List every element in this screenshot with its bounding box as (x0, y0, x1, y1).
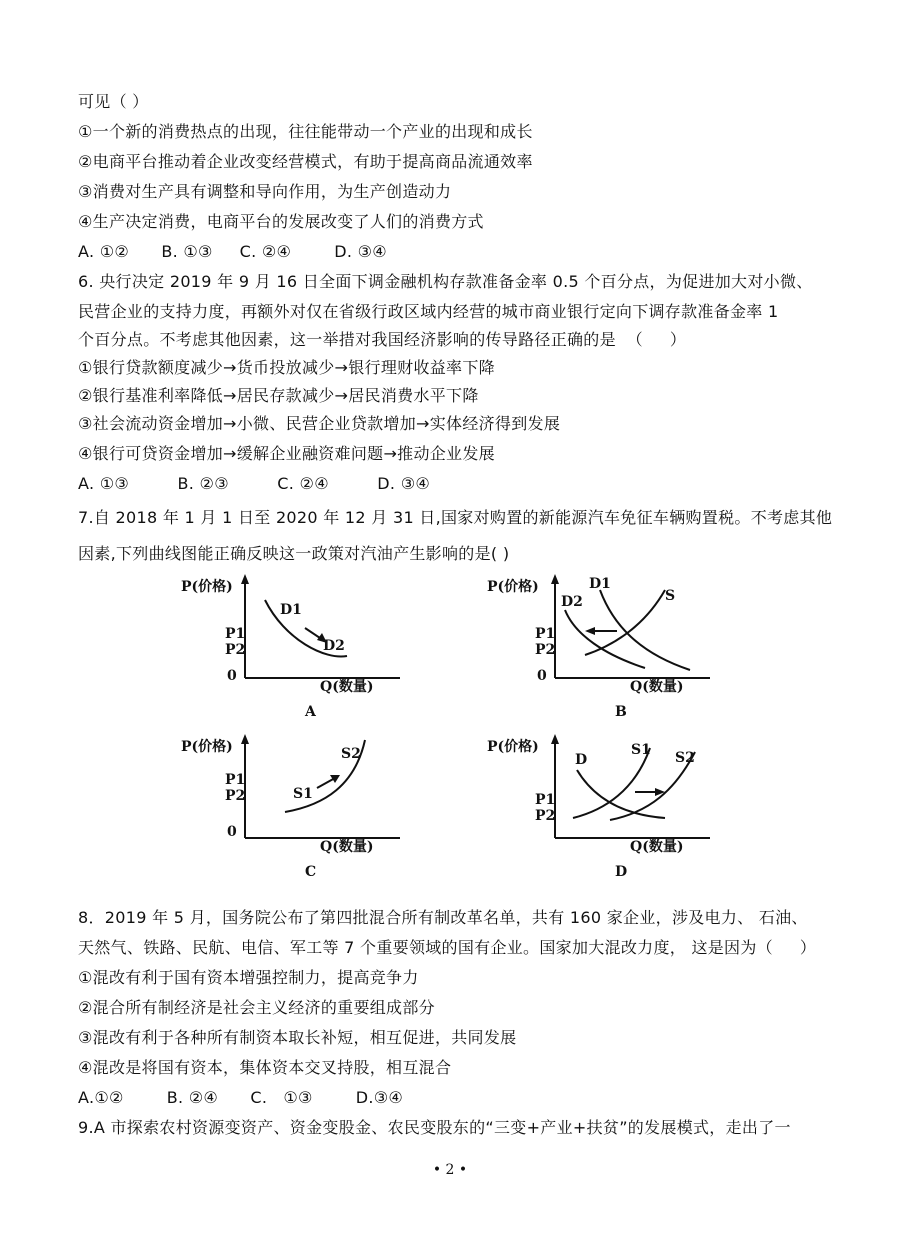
q5-option-2: ②电商平台推动着企业改变经营模式，有助于提高商品流通效率 (78, 152, 533, 171)
graph-b-p2-label: P2 (535, 642, 556, 658)
page-number: • 2 • (432, 1162, 468, 1178)
graph-c-p1-label: P1 (225, 772, 246, 788)
graph-c-y-label: P(价格) (181, 739, 233, 755)
graph-c-shift-arrow (317, 778, 335, 788)
graph-a-letter: A (305, 704, 316, 720)
q6-stem-line-2: 民营企业的支持力度，再额外对仅在省级行政区域内经营的城市商业银行定向下调存款准备金率 1 (78, 302, 779, 321)
q6-stem-line-1: 6. 央行决定 2019 年 9 月 16 日全面下调金融机构存款准备金率 0.5 个百分点，为促进加大对小微、 (78, 272, 813, 291)
graph-a-p2-label: P2 (225, 642, 246, 658)
graph-b-origin-label: 0 (537, 668, 547, 684)
q6-option-4: ④银行可贷资金增加→缓解企业融资难问题→推动企业发展 (78, 444, 495, 463)
graph-d-p2-label: P2 (535, 808, 556, 824)
graph-d-y-arrowhead (551, 734, 559, 744)
q8-option-4: ④混改是将国有资本，集体资本交叉持股，相互混合 (78, 1058, 452, 1077)
q8-option-1: ①混改有利于国有资本增强控制力，提高竞争力 (78, 968, 419, 987)
graph-c-x-label: Q(数量) (320, 839, 374, 855)
graph-a-curve-d2-label: D2 (323, 638, 345, 654)
graph-a-y-label: P(价格) (181, 579, 233, 595)
graph-d-curve-s2-label: S2 (675, 750, 695, 766)
q6-option-1: ①银行贷款额度减少→货币投放减少→银行理财收益率下降 (78, 358, 495, 377)
graph-b (485, 570, 735, 720)
q7-stem-line-2: 因素,下列曲线图能正确反映这一政策对汽油产生影响的是( ) (78, 544, 510, 563)
graph-d-letter: D (615, 864, 628, 880)
graph-d-curve-s1-label: S1 (631, 742, 651, 758)
graph-b-x-label: Q(数量) (630, 679, 684, 695)
q5-option-3: ③消费对生产具有调整和导向作用，为生产创造动力 (78, 182, 452, 201)
graph-a-x-label: Q(数量) (320, 679, 374, 695)
q8-stem-line-1: 8．2019 年 5 月，国务院公布了第四批混合所有制改革名单，共有 160 家企业，涉及电力、 石油、 (78, 908, 808, 927)
graph-d-x-label: Q(数量) (630, 839, 684, 855)
q9-stem-line-1: 9.A 市探索农村资源变资产、资金变股金、农民变股东的“三变+产业+扶贫”的发展模式，走出了一 (78, 1118, 791, 1137)
graph-d-curve-d-label: D (575, 752, 588, 768)
graph-d-y-label: P(价格) (487, 739, 539, 755)
q7-stem-line-1: 7.自 2018 年 1 月 1 日至 2020 年 12 月 31 日,国家对购置的新能源汽车免征车辆购置税。不考虑其他 (78, 508, 833, 527)
q8-option-3: ③混改有利于各种所有制资本取长补短，相互促进，共同发展 (78, 1028, 517, 1047)
q5-answer-choices: A. ①② B. ①③ C. ②④ D. ③④ (78, 242, 387, 261)
graph-d (485, 730, 735, 880)
graph-c-y-arrowhead (241, 734, 249, 744)
graph-b-y-label: P(价格) (487, 579, 539, 595)
q6-option-2: ②银行基准利率降低→居民存款减少→居民消费水平下降 (78, 386, 479, 405)
graph-d-p1-label: P1 (535, 792, 556, 808)
q6-stem-line-3: 个百分点。不考虑其他因素，这一举措对我国经济影响的传导路径正确的是 （ ） (78, 330, 687, 349)
graph-b-shift-arrowhead (585, 627, 595, 635)
q5-option-1: ①一个新的消费热点的出现，往往能带动一个产业的出现和成长 (78, 122, 533, 141)
graph-b-p1-label: P1 (535, 626, 556, 642)
graph-b-letter: B (615, 704, 627, 720)
q8-stem-line-2: 天然气、铁路、民航、电信、军工等 7 个重要领域的国有企业。国家加大混改力度， 这是因为（ ） (78, 938, 817, 957)
graph-c-letter: C (305, 864, 317, 880)
q8-option-2: ②混合所有制经济是社会主义经济的重要组成部分 (78, 998, 435, 1017)
graph-a-curve-d1-label: D1 (280, 602, 302, 618)
q8-answer-choices: A.①② B. ②④ C. ①③ D.③④ (78, 1088, 404, 1107)
graph-b-curve-d1-label: D1 (589, 576, 611, 592)
graph-c-curve-s2-label: S2 (341, 746, 361, 762)
graph-a-p1-label: P1 (225, 626, 246, 642)
q6-option-3: ③社会流动资金增加→小微、民营企业贷款增加→实体经济得到发展 (78, 414, 561, 433)
q5-stem-end: 可见（ ） (78, 92, 149, 111)
graph-b-curve-d2-label: D2 (561, 594, 583, 610)
graph-a-origin-label: 0 (227, 668, 237, 684)
graph-a (175, 570, 425, 720)
graph-b-curve-s-label: S (665, 588, 676, 604)
graph-c-curve-s1-label: S1 (293, 786, 313, 802)
graph-b-y-arrowhead (551, 574, 559, 584)
graph-a-y-arrowhead (241, 574, 249, 584)
graph-c-p2-label: P2 (225, 788, 246, 804)
q5-option-4: ④生产决定消费，电商平台的发展改变了人们的消费方式 (78, 212, 484, 231)
q6-answer-choices: A. ①③ B. ②③ C. ②④ D. ③④ (78, 474, 430, 493)
graph-c (175, 730, 425, 880)
graph-c-origin-label: 0 (227, 824, 237, 840)
